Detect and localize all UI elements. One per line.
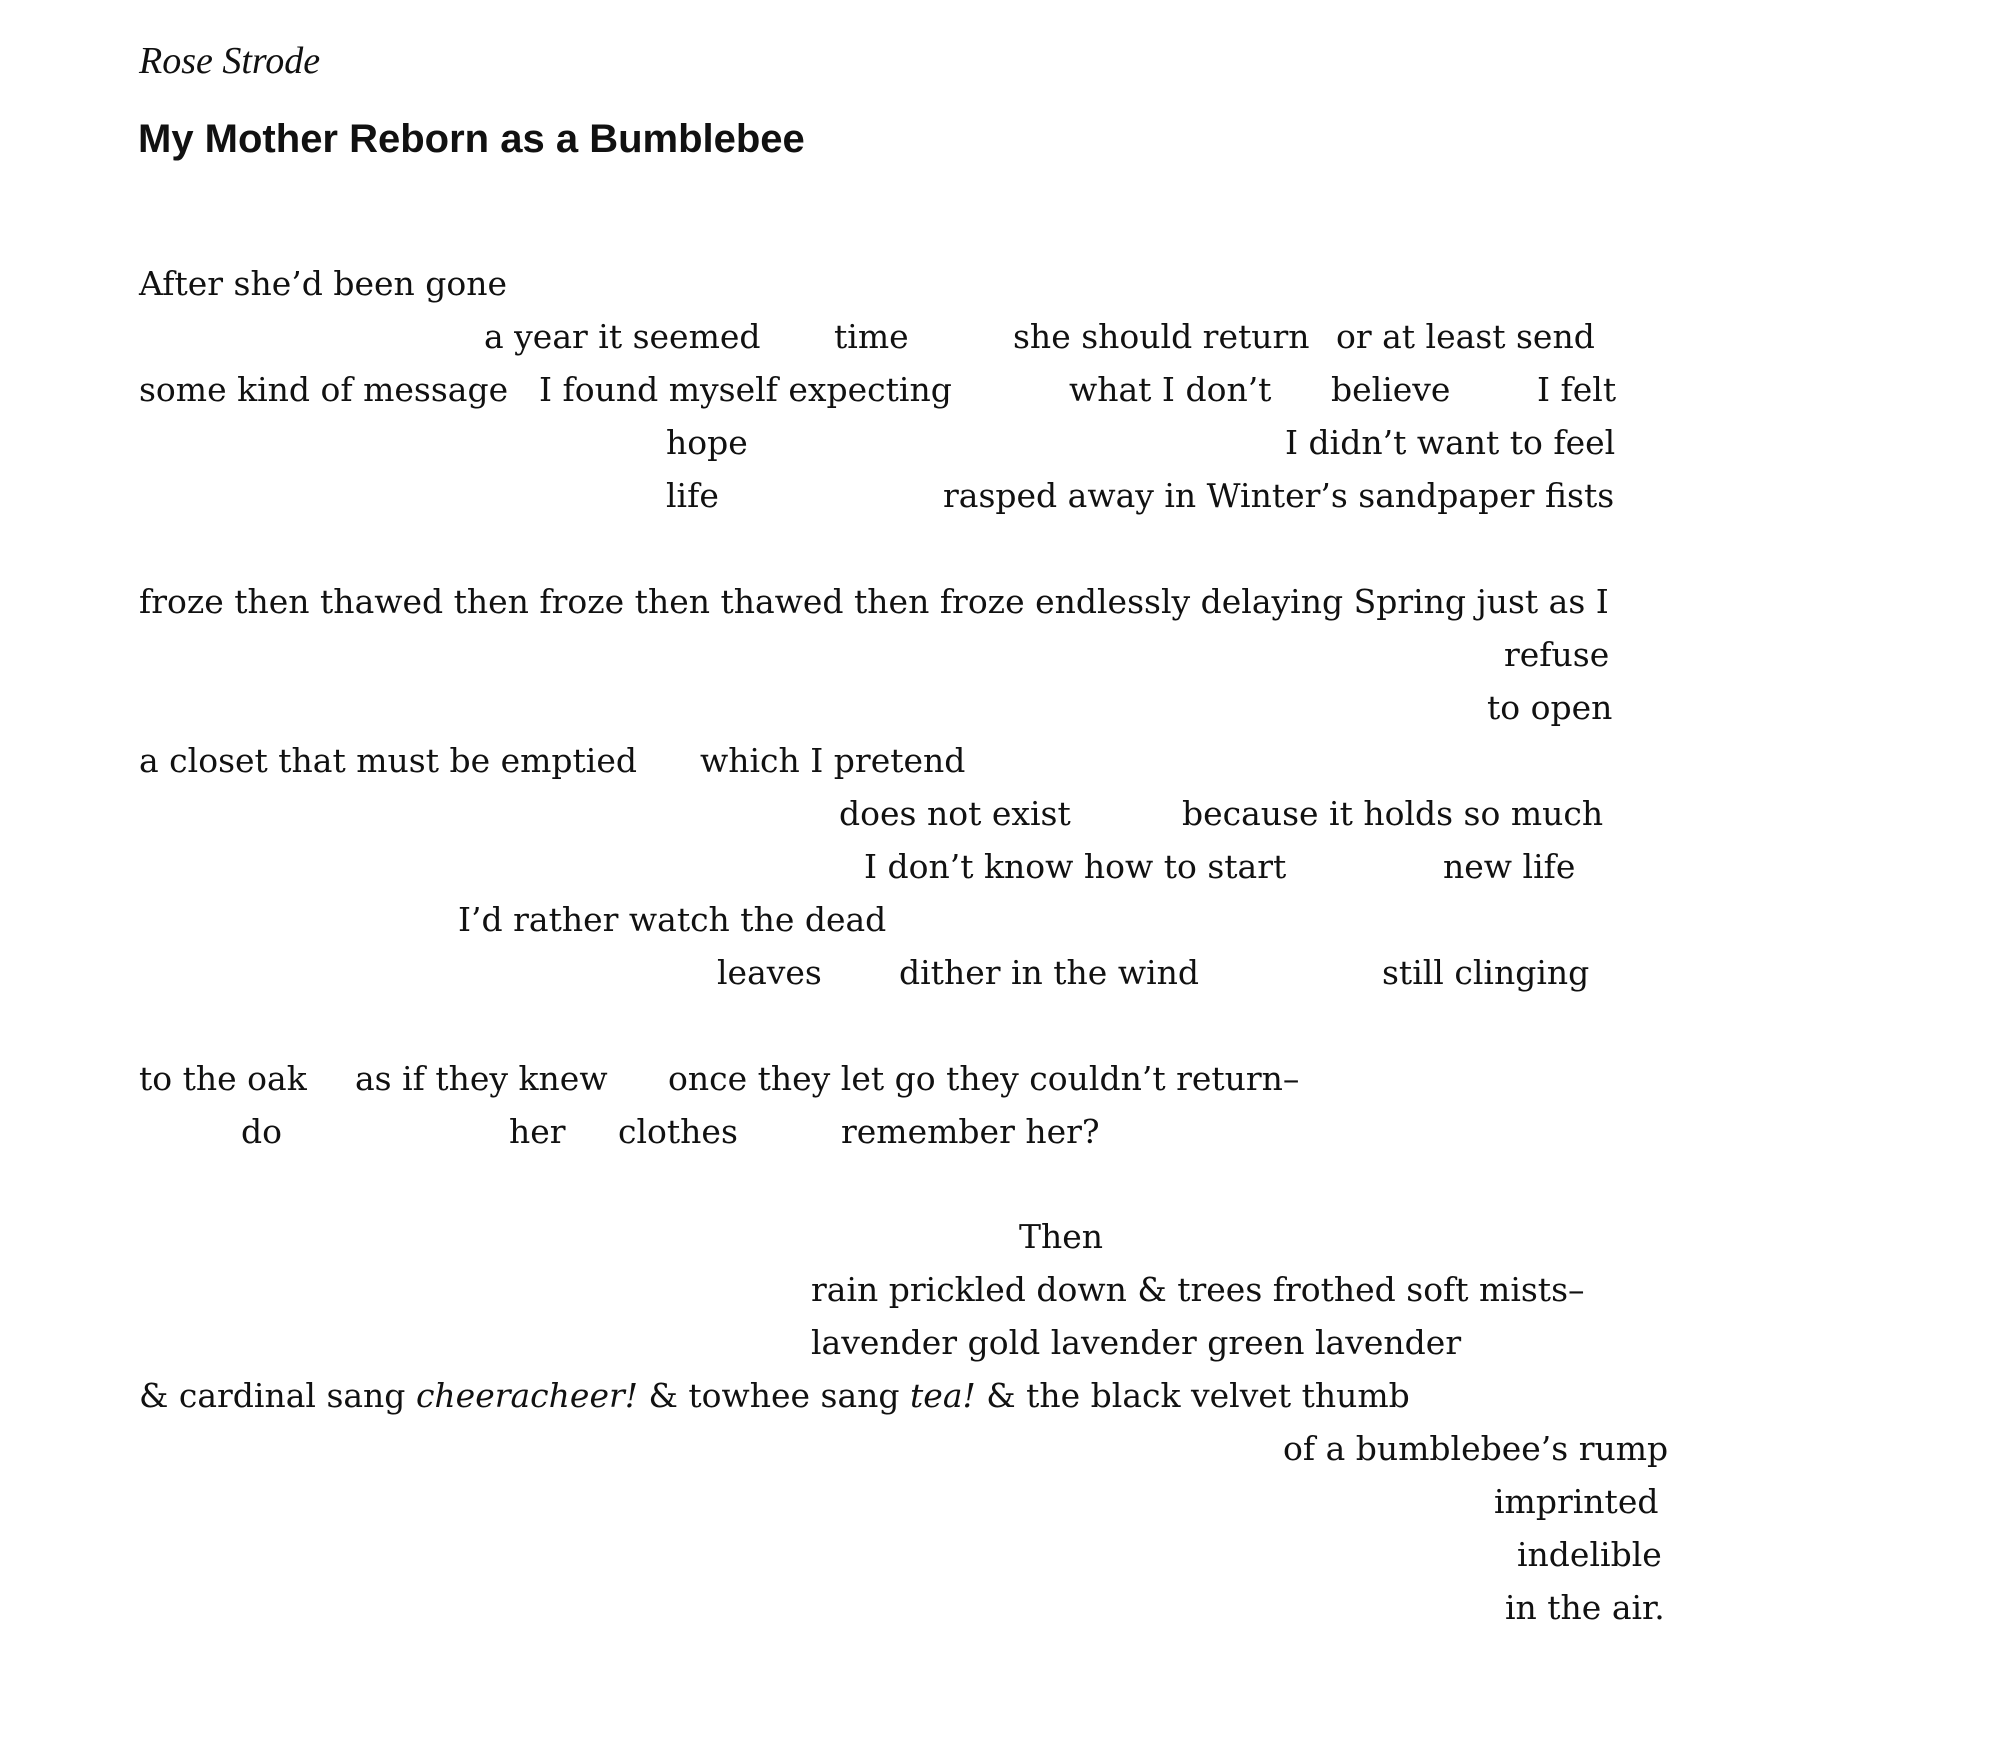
poem-line: I found myself expecting xyxy=(539,370,952,409)
poem-line: indelible xyxy=(1517,1535,1662,1574)
poem-line: or at least send xyxy=(1336,317,1595,356)
poem-line: dither in the wind xyxy=(899,953,1199,992)
poem-line: of a bumblebee’s rump xyxy=(1283,1429,1669,1468)
poem-line: clothes xyxy=(618,1112,738,1151)
poem-line: rasped away in Winter’s sandpaper fists xyxy=(943,476,1615,515)
poem-line: still clinging xyxy=(1382,953,1590,992)
line-text: & the black velvet thumb xyxy=(975,1376,1410,1415)
poem-line: new life xyxy=(1443,847,1576,886)
poem-line: leaves xyxy=(717,953,822,992)
poem-line: After she’d been gone xyxy=(139,264,508,303)
poem-line: a closet that must be emptied xyxy=(139,741,638,780)
poem-line: froze then thawed then froze then thawed then froze endlessly delaying Spring just as I xyxy=(139,582,1609,621)
poem-title: My Mother Reborn as a Bumblebee xyxy=(138,117,805,161)
poem-line: she should return xyxy=(1013,317,1310,356)
poem-line: does not exist xyxy=(839,794,1071,833)
poem-line xyxy=(139,1374,1410,1418)
poem-line: lavender gold lavender green lavender xyxy=(811,1323,1462,1362)
poem-line: Then xyxy=(1019,1217,1104,1256)
poem-line: I felt xyxy=(1537,370,1617,409)
poem-line: life xyxy=(666,476,719,515)
poem-line: remember her? xyxy=(841,1112,1100,1151)
poem-line: I didn’t want to feel xyxy=(1285,423,1616,462)
poem-line: what I don’t xyxy=(1069,370,1272,409)
poem-line: which I pretend xyxy=(700,741,966,780)
poem-line: in the air. xyxy=(1505,1588,1665,1627)
poem-line: imprinted xyxy=(1494,1482,1659,1521)
line-text: & cardinal sang xyxy=(139,1376,416,1415)
poem-line: I don’t know how to start xyxy=(864,847,1287,886)
poem-line: hope xyxy=(666,423,748,462)
poem-line: a year it seemed xyxy=(484,317,761,356)
poem-line: I’d rather watch the dead xyxy=(458,900,887,939)
poem-line: because it holds so much xyxy=(1182,794,1604,833)
poem-line: time xyxy=(834,317,909,356)
poem-line: refuse xyxy=(1504,635,1610,674)
poem-line: to open xyxy=(1487,688,1613,727)
poem-line: to the oak xyxy=(139,1059,307,1098)
poem-line: once they let go they couldn’t return– xyxy=(668,1059,1300,1098)
bird-call-italic: cheeracheer! xyxy=(415,1376,639,1415)
poem-line: believe xyxy=(1331,370,1451,409)
poem-line: do xyxy=(241,1112,282,1151)
line-text: & towhee sang xyxy=(638,1376,911,1415)
bird-call-italic: tea! xyxy=(910,1376,976,1415)
poem-line: as if they knew xyxy=(355,1059,608,1098)
author-name: Rose Strode xyxy=(139,40,321,82)
poem-line: some kind of message xyxy=(139,370,509,409)
poem-line: rain prickled down & trees frothed soft mists– xyxy=(811,1270,1585,1309)
poem-line: her xyxy=(509,1112,566,1151)
